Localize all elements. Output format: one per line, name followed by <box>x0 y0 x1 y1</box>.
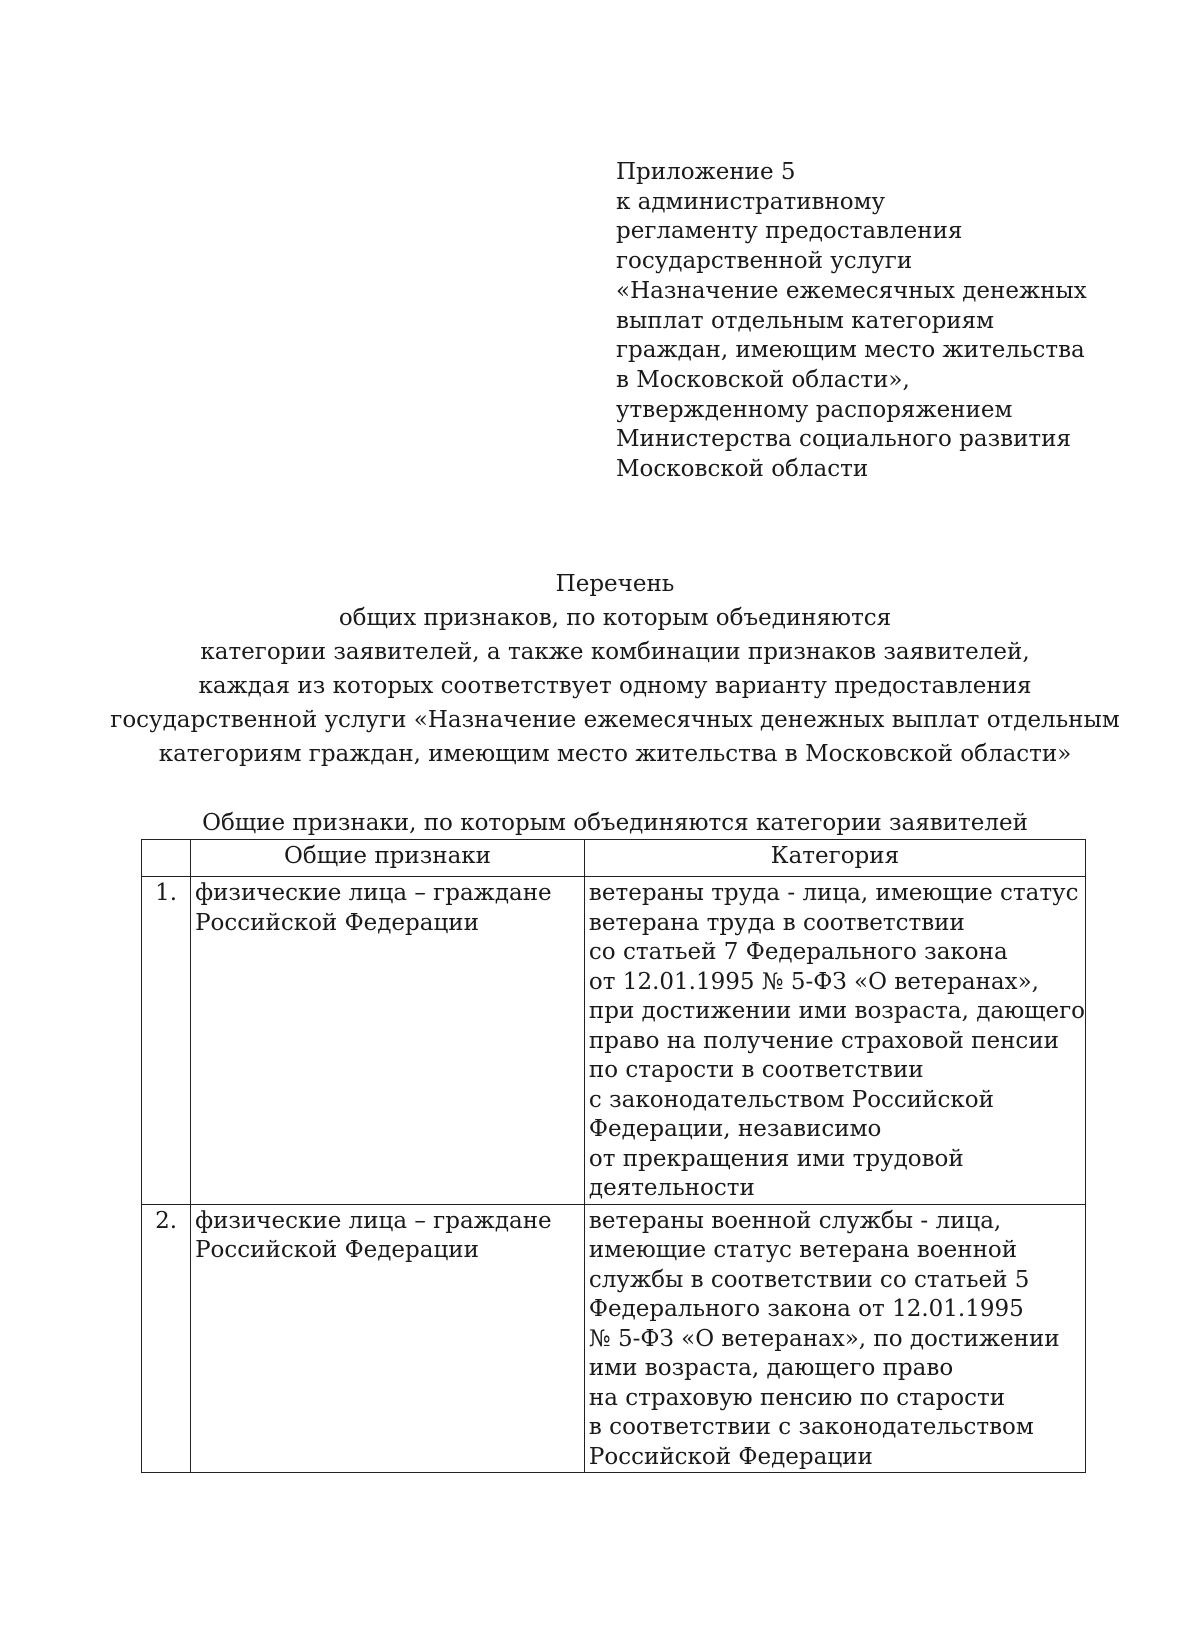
criteria-table <box>141 839 1086 1473</box>
appendix-line: государственной услуги <box>616 248 913 275</box>
appendix-line: Министерства социального развития <box>616 426 1071 453</box>
table-row <box>142 1204 1086 1473</box>
table-header-row <box>142 840 1086 877</box>
title-line: категории заявителей, а также комбинации признаков заявителей, <box>200 639 1030 665</box>
category-line: от 12.01.1995 № 5-ФЗ «О ветеранах», <box>588 968 1039 995</box>
table-row <box>142 877 1086 1205</box>
row-category <box>584 877 1085 1205</box>
row-category <box>584 1204 1085 1473</box>
appendix-line: граждан, имеющим место жительства <box>616 337 1085 364</box>
category-line: службы в соответствии со статьей 5 <box>588 1266 1030 1293</box>
category-line: Федерального закона от 12.01.1995 <box>588 1296 1024 1322</box>
header-attributes: Общие признаки <box>191 840 585 877</box>
title-line: Перечень <box>555 571 675 597</box>
header-num <box>142 840 191 877</box>
category-line: деятельности <box>588 1175 755 1201</box>
category-line: ветераны труда - лица, имеющие статус <box>588 880 1079 906</box>
appendix-line: в Московской области», <box>616 366 910 393</box>
category-line: в соответствии с законодательством <box>588 1414 1034 1440</box>
category-line: с законодательством Российской <box>588 1086 994 1113</box>
category-line: Федерации, независимо <box>588 1116 882 1142</box>
header-category: Категория <box>584 840 1085 877</box>
appendix-line: выплат отдельным категориям <box>616 307 995 334</box>
title-line: государственной услуги «Назначение ежемесячных денежных выплат отдельным <box>110 707 1120 733</box>
attribute-line: физические лица – граждане <box>195 1207 552 1234</box>
document-title <box>100 567 1130 771</box>
appendix-line: Московской области <box>616 456 869 483</box>
row-number: 1. <box>142 877 191 1205</box>
category-line: при достижении ими возраста, дающего <box>588 998 1085 1024</box>
attribute-line: Российской Федерации <box>195 909 479 936</box>
table-caption: Общие признаки, по которым объединяются категории заявителей <box>202 810 1028 836</box>
attribute-line: Российской Федерации <box>195 1237 479 1263</box>
category-line: со статьей 7 Федерального закона <box>588 939 1008 965</box>
appendix-line: Приложение 5 <box>616 159 796 185</box>
title-line: общих признаков, по которым объединяются <box>338 605 892 631</box>
attribute-line: физические лица – граждане <box>195 880 552 906</box>
title-line: категориям граждан, имеющим место жительства в Московской области» <box>158 741 1072 767</box>
appendix-line: к административному <box>616 188 886 215</box>
category-line: ими возраста, дающего право <box>588 1355 954 1381</box>
category-line: ветерана труда в соответствии <box>588 909 965 936</box>
appendix-line: утвержденному распоряжением <box>616 396 1013 423</box>
category-line: Российской Федерации <box>588 1443 873 1470</box>
row-number: 2. <box>142 1204 191 1473</box>
category-line: по старости в соответствии <box>588 1057 924 1083</box>
category-line: ветераны военной службы - лица, <box>588 1207 1002 1234</box>
title-line: каждая из которых соответствует одному варианту предоставления <box>198 673 1032 699</box>
row-attributes <box>191 877 585 1205</box>
category-line: № 5-ФЗ «О ветеранах», по достижении <box>588 1325 1060 1352</box>
category-line: от прекращения ими трудовой <box>588 1145 964 1172</box>
appendix-line: «Назначение ежемесячных денежных <box>616 277 1087 304</box>
category-line: на страховую пенсию по старости <box>588 1384 1006 1411</box>
category-line: право на получение страховой пенсии <box>588 1027 1059 1054</box>
appendix-note <box>616 158 1136 485</box>
category-line: имеющие статус ветерана военной <box>588 1237 1018 1263</box>
row-attributes <box>191 1204 585 1473</box>
appendix-line: регламенту предоставления <box>616 218 963 245</box>
